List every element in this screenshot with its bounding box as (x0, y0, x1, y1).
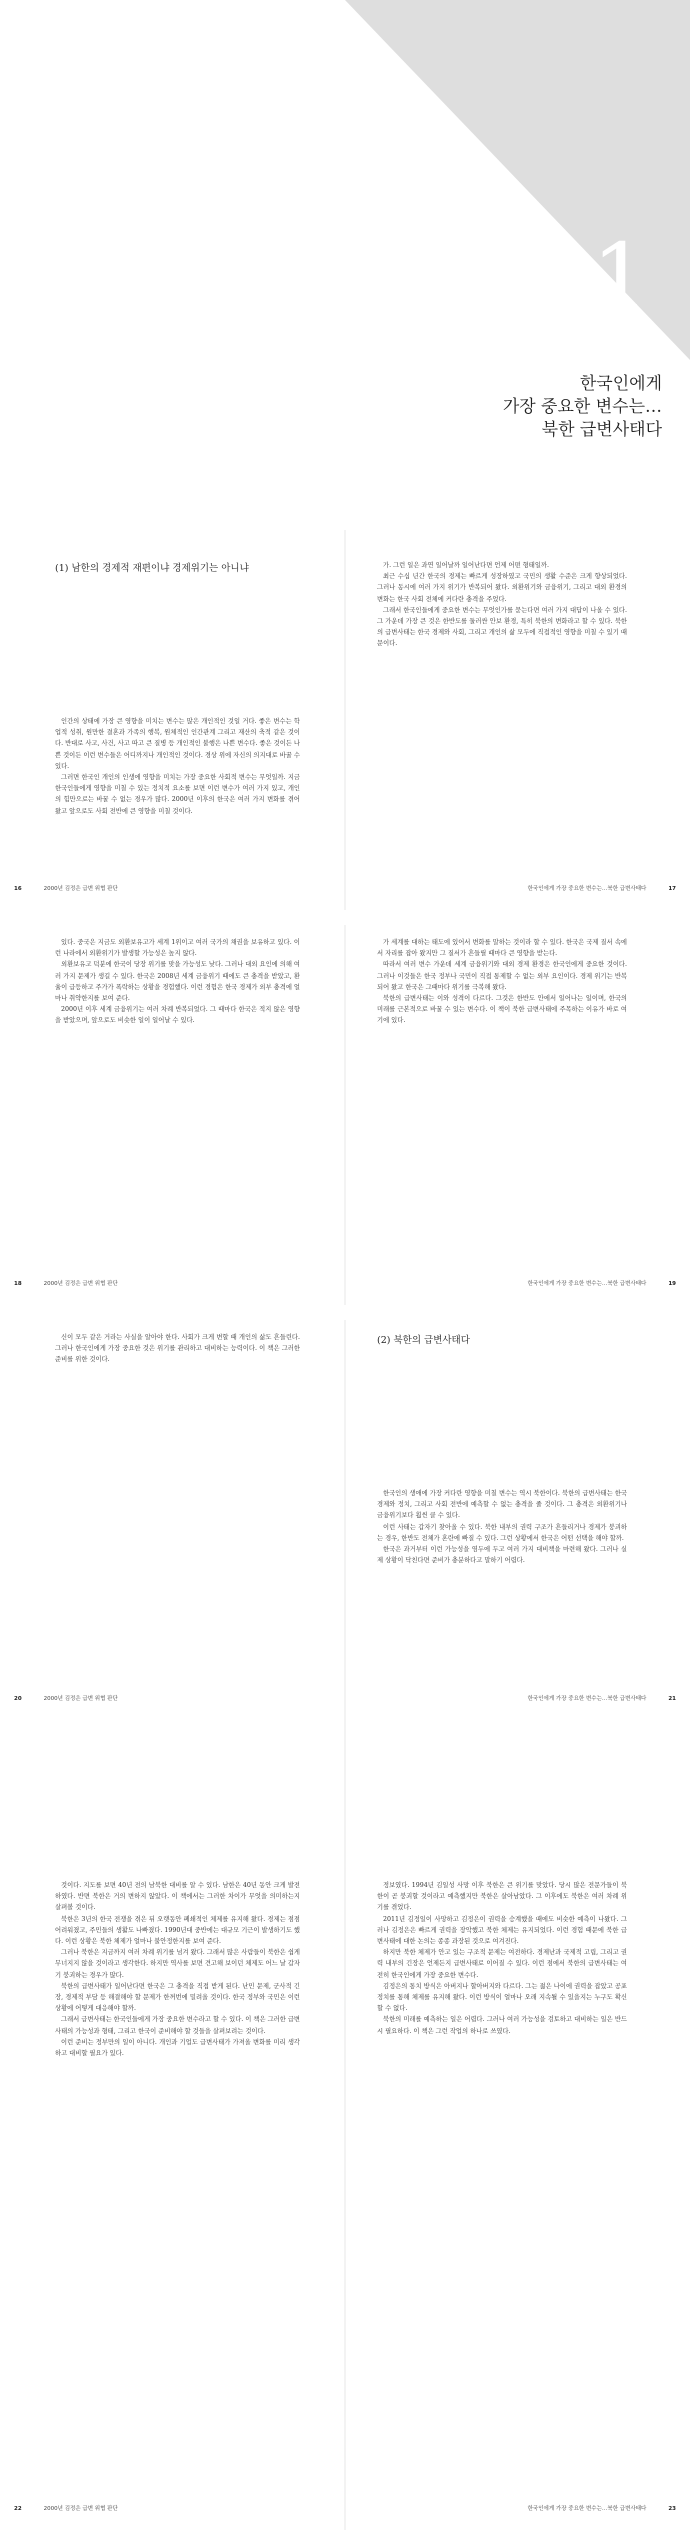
page-number: 21 (668, 1696, 676, 1702)
book-spread-22-23 (0, 1720, 690, 2530)
paragraph: 인간의 상태에 가장 큰 영향을 미치는 변수는 많은 개인적인 것일 거다. 좋은 변수는 학업적 성취, 원만한 결혼과 가족의 행복, 원체적인 인간관계 그리고 재산의 축적 같은 것이다. 반대로 사고, 사건, 사고 따고 큰 질병 등 개인적인 불행은 나쁜 변수다. 좋은 것이든 나쁜 것이든 이런 변수들은 어디까지나 개인적인 것이다. 경상 위에 자신의 의지대로 바꿀 수 있다. (55, 718, 301, 770)
page-footer (14, 1279, 118, 1287)
paragraph: 이런 준비는 정부만의 일이 아니다. 개인과 기업도 급변사태가 가져올 변화를 미리 생각하고 대비할 필요가 있다. (55, 2038, 300, 2058)
page-22 (0, 1720, 345, 2530)
paragraph: 그래서 급변사태는 한국인들에게 가장 중요한 변수라고 할 수 있다. 이 책은 그러한 급변사태의 가능성과 형태, 그리고 한국이 준비해야 할 것들을 살펴보려는 것이다. (55, 2016, 300, 2035)
running-header: 2000년 김정은 급변 위협 판단 (43, 1696, 118, 1702)
body-text (377, 1880, 627, 2037)
chapter-title-line: 한국인에게 (579, 374, 662, 394)
paragraph: 최근 수십 년간 한국의 경제는 빠르게 성장하였고 국민의 생활 수준은 크게 향상되었다. 그러나 동시에 여러 가지 위기가 반복되어 왔다. 외환위기와 금융위기, 그리고 대외 환경의 변화는 한국 사회 전체에 커다란 충격을 주었다. (377, 573, 627, 603)
page-number: 17 (668, 886, 676, 892)
paragraph: 북한은 3년의 한국 전쟁을 겪은 뒤 오랫동안 폐쇄적인 체제를 유지해 왔다. 경제는 점점 어려워졌고, 주민들의 생활도 나빠졌다. 1990년대 중반에는 대규모 기근이 발생하기도 했다. 이런 상황은 북한 체제가 얼마나 불안정한지를 보여 준다. (55, 1915, 300, 1946)
chapter-opening-spread (0, 0, 690, 360)
body-text (377, 1488, 627, 1566)
page-footer (14, 884, 118, 892)
section-heading: (2) 북한의 급변사태다 (377, 1335, 470, 1346)
page-footer (528, 1694, 676, 1702)
body-text (377, 937, 627, 1027)
paragraph: 것이다. 지도를 보면 40년 전의 남북한 대비를 알 수 있다. 남한은 40년 동안 크게 발전하였다. 반면 북한은 거의 변하지 않았다. 이 책에서는 그러한 차이가 무엇을 의미하는지 살펴볼 것이다. (55, 1882, 300, 1912)
paragraph: 김정은의 통치 방식은 아버지나 할아버지와 다르다. 그는 젊은 나이에 권력을 잡았고 공포 정치를 통해 체제를 유지해 왔다. 이런 방식이 얼마나 오래 지속될 수 있을지는 누구도 확신할 수 없다. (377, 1982, 627, 2013)
page-number: 22 (14, 2506, 22, 2512)
body-text (377, 560, 627, 650)
chapter-number: 1 (591, 224, 650, 331)
paragraph: 가 세계를 대하는 태도에 있어서 변화를 말하는 것이라 할 수 있다. 한국은 국제 질서 속에서 자리를 잡아 왔지만 그 질서가 흔들릴 때마다 큰 영향을 받는다. (377, 939, 627, 958)
paragraph: 북한의 미래를 예측하는 일은 어렵다. 그러나 여러 가능성을 검토하고 대비하는 일은 반드시 필요하다. 이 책은 그런 작업의 하나로 쓰였다. (377, 2016, 627, 2035)
running-header: 2000년 김정은 급변 위협 판단 (43, 886, 118, 892)
paragraph: 가. 그런 일은 과연 일어날까 일어난다면 언제 어떤 형태일까. (383, 562, 550, 569)
page-21 (345, 1320, 690, 1720)
page-19 (345, 925, 690, 1305)
running-header: 한국인에게 가장 중요한 변수는…북한 급변사태다 (527, 2506, 647, 2512)
paragraph: 따라서 여러 변수 가운데 세계 금융위기와 대외 경제 환경은 한국인에게 중요한 것이다. 그러나 이것들은 한국 정부나 국민이 직접 통제할 수 없는 외부 요인이다. 경제 위기는 반복되어 왔고 한국은 그때마다 위기를 극복해 왔다. (377, 961, 627, 991)
paragraph: 이런 사태는 갑자기 찾아올 수 있다. 북한 내부의 권력 구조가 흔들리거나 경제가 붕괴하는 경우, 한반도 전체가 혼란에 빠질 수 있다. 그런 상황에서 한국은 어떤 선택을 해야 할까. (377, 1523, 627, 1542)
page-17 (345, 530, 690, 910)
page-footer (528, 2504, 676, 2512)
book-spread-18-19 (0, 925, 690, 1305)
paragraph: 하지만 북한 체제가 안고 있는 구조적 문제는 여전하다. 경제난과 국제적 고립, 그리고 권력 내부의 긴장은 언제든지 급변사태로 이어질 수 있다. 이런 점에서 북한의 급변사태는 여전히 한국인에게 가장 중요한 변수다. (377, 1949, 627, 1979)
running-header: 2000년 김정은 급변 위협 판단 (43, 1281, 118, 1287)
page-16 (0, 530, 345, 910)
chapter-triangle-graphic (0, 0, 690, 360)
running-header: 2000년 김정은 급변 위협 판단 (43, 2506, 118, 2512)
page-number: 20 (14, 1696, 22, 1702)
paragraph: 2000년 이후 세계 금융위기는 여러 차례 반복되었다. 그 때마다 한국은 적지 않은 영향을 받았으며, 앞으로도 비슷한 일이 일어날 수 있다. (55, 1006, 300, 1025)
page-number: 19 (668, 1281, 676, 1287)
paragraph: 그래서 한국인들에게 중요한 변수는 무엇인가를 묻는다면 여러 가지 대답이 나올 수 있다. 그 가운데 가장 큰 것은 한반도를 둘러싼 안보 환경, 특히 북한의 변화라고 할 수 있다. 북한의 급변사태는 한국 경제와 사회, 그리고 개인의 삶 모두에 직접적인 영향을 미칠 수 있기 때문이다. (377, 606, 627, 648)
paragraph: 외환보유고 덕분에 한국이 당장 위기를 맞을 가능성도 낮다. 그러나 대외 요인에 의해 여러 가지 문제가 생길 수 있다. 한국은 2008년 세계 금융위기 때에도 큰 충격을 받았고, 환율이 급등하고 주가가 폭락하는 상황을 경험했다. 이런 경험은 한국 경제가 외부 충격에 얼마나 취약한지를 보여 준다. (55, 961, 301, 1003)
paragraph: 정보였다. 1994년 김일성 사망 이후 북한은 큰 위기를 맞았다. 당시 많은 전문가들이 북한이 곧 붕괴할 것이라고 예측했지만 북한은 살아남았다. 그 이후에도 북한은 여러 차례 위기를 겪었다. (377, 1882, 627, 1912)
paragraph: 신이 모두 같은 거라는 사실을 알아야 한다. 사회가 크게 변할 때 개인의 삶도 흔들린다. 그러나 한국인에게 가장 중요한 것은 위기를 관리하고 대비하는 능력이다. 이 책은 그러한 준비를 위한 것이다. (55, 1334, 300, 1364)
page-20 (0, 1320, 345, 1720)
page-number: 16 (14, 886, 22, 892)
paragraph: 그러나 북한은 지금까지 여러 차례 위기를 넘겨 왔다. 그래서 많은 사람들이 북한은 쉽게 무너지지 않을 것이라고 생각한다. 하지만 역사를 보면 견고해 보이던 체제도 어느 날 갑자기 붕괴하는 경우가 많다. (55, 1949, 301, 1979)
book-spread-20-21 (0, 1320, 690, 1720)
chapter-title-line: 북한 급변사태다 (541, 420, 662, 440)
paragraph: 있다. 중국은 지금도 외환보유고가 세계 1위이고 여러 국가의 채권을 보유하고 있다. 이런 나라에서 외환위기가 발생할 가능성은 높지 않다. (55, 939, 300, 958)
chapter-title-line: 가장 중요한 변수는… (502, 397, 662, 417)
paragraph: 그러면 한국인 개인의 인생에 영향을 미치는 가장 중요한 사회적 변수는 무엇일까. 지금 한국인들에게 영향을 미칠 수 있는 정치적 요소를 보면 이런 변수가 여러 가지 있고, 개인의 힘만으로는 바꿀 수 없는 경우가 많다. 2000년 이후의 한국은 여러 가지 변화를 겪어 왔고 앞으로도 사회 전반에 큰 영향을 미칠 것이다. (55, 774, 300, 815)
running-header: 한국인에게 가장 중요한 변수는…북한 급변사태다 (527, 1696, 647, 1702)
page-footer (528, 1279, 676, 1287)
page-footer (528, 884, 676, 892)
paragraph: 한국인의 생애에 가장 커다란 영향을 미칠 변수는 역시 북한이다. 북한의 급변사태는 한국 경제와 정치, 그리고 사회 전반에 예측할 수 없는 충격을 줄 것이다. 그 충격은 외환위기나 금융위기보다 훨씬 클 수 있다. (377, 1490, 627, 1520)
paragraph: 2011년 김정일이 사망하고 김정은이 권력을 승계했을 때에도 비슷한 예측이 나왔다. 그러나 김정은은 빠르게 권력을 장악했고 북한 체제는 유지되었다. 이런 경험 때문에 북한 급변사태에 대한 논의는 종종 과장된 것으로 여겨진다. (377, 1915, 627, 1946)
page-number: 23 (668, 2506, 676, 2512)
running-header: 한국인에게 가장 중요한 변수는…북한 급변사태다 (527, 1281, 647, 1287)
page-footer (14, 1694, 118, 1702)
chapter-title (503, 373, 662, 442)
paragraph: 북한의 급변사태는 이와 성격이 다르다. 그것은 한반도 안에서 일어나는 일이며, 한국의 미래를 근본적으로 바꿀 수 있는 변수다. 이 책이 북한 급변사태에 주목하는 이유가 바로 여기에 있다. (377, 995, 627, 1025)
body-text (55, 1880, 300, 2059)
paragraph: 북한의 급변사태가 일어난다면 한국은 그 충격을 직접 받게 된다. 난민 문제, 군사적 긴장, 경제적 부담 등 해결해야 할 문제가 한꺼번에 밀려올 것이다. 한국 정부와 국민은 이런 상황에 어떻게 대응해야 할까. (55, 1982, 300, 2013)
page-23 (345, 1720, 690, 2530)
page-18 (0, 925, 345, 1305)
section-heading: (1) 남한의 경제적 재편이냐 경제위기는 아니냐 (55, 563, 249, 574)
book-spread-16-17 (0, 530, 690, 910)
paragraph: 한국은 과거부터 이런 가능성을 염두에 두고 여러 가지 대비책을 마련해 왔다. 그러나 실제 상황이 닥친다면 준비가 충분하다고 말하기 어렵다. (377, 1546, 627, 1565)
page-number: 18 (14, 1281, 22, 1287)
body-text (55, 937, 300, 1027)
running-header: 한국인에게 가장 중요한 변수는…북한 급변사태다 (527, 886, 647, 892)
body-text (55, 1332, 300, 1366)
page-footer (14, 2504, 118, 2512)
body-text (55, 716, 300, 817)
